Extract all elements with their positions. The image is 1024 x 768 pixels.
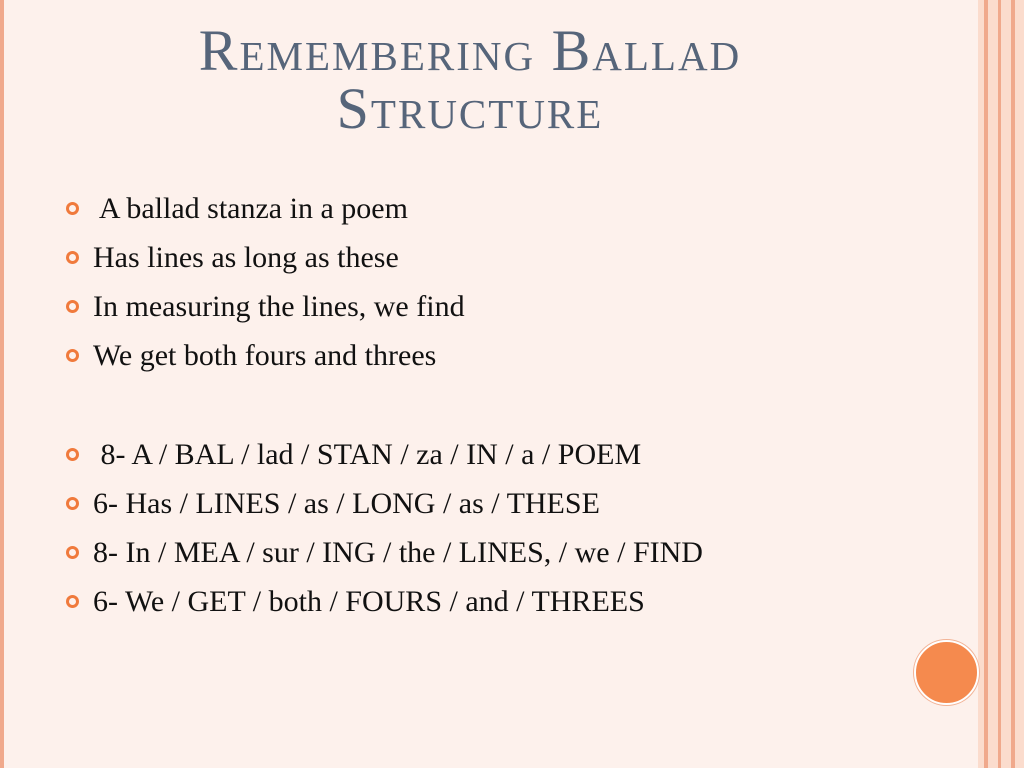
title-line-1: Remembering Ballad	[198, 18, 742, 83]
bullet-item	[66, 479, 906, 528]
bullet-text: 8- In / MEA / sur / ING / the / LINES, / we / FIND	[93, 536, 703, 569]
title-line-2: Structure	[336, 76, 604, 141]
bullet-spacer	[66, 380, 906, 430]
bullet-icon	[66, 349, 79, 362]
bullet-text: 6- Has / LINES / as / LONG / as / THESE	[93, 487, 600, 520]
slide-title	[60, 18, 880, 141]
bullet-text: 6- We / GET / both / FOURS / and / THREES	[93, 585, 645, 618]
bullet-item	[66, 430, 906, 479]
right-stripe-decoration	[978, 0, 1024, 768]
bullet-icon	[66, 202, 79, 215]
bullet-icon	[66, 300, 79, 313]
bullet-icon	[66, 251, 79, 264]
bullet-item	[66, 528, 906, 577]
bullet-list	[66, 184, 906, 626]
bullet-icon	[66, 497, 79, 510]
bullet-item	[66, 233, 906, 282]
bullet-text: 8- A / BAL / lad / STAN / za / IN / a / POEM	[93, 438, 642, 471]
bullet-text: Has lines as long as these	[93, 241, 399, 274]
decorative-circle	[914, 640, 979, 705]
bullet-icon	[66, 448, 79, 461]
bullet-item	[66, 184, 906, 233]
bullet-icon	[66, 595, 79, 608]
bullet-item	[66, 282, 906, 331]
left-border	[0, 0, 4, 768]
bullet-text: We get both fours and threes	[93, 339, 437, 372]
bullet-icon	[66, 546, 79, 559]
bullet-item	[66, 331, 906, 380]
bullet-item	[66, 577, 906, 626]
bullet-text: A ballad stanza in a poem	[93, 192, 408, 225]
bullet-text: In measuring the lines, we find	[93, 290, 465, 323]
